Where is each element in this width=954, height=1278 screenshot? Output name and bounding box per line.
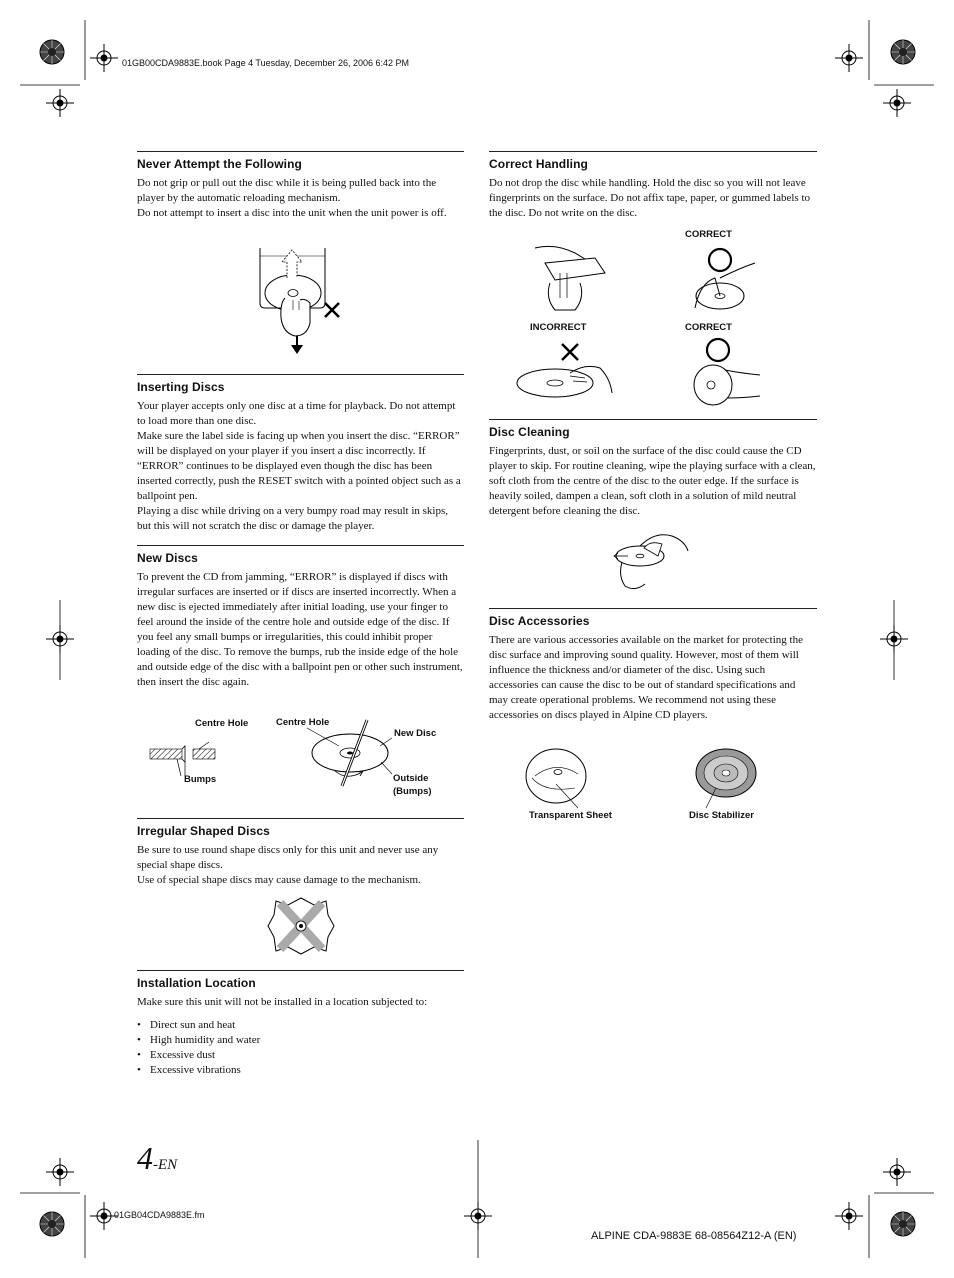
- label-centre-hole-1: Centre Hole: [195, 718, 249, 729]
- irregular-disc-figure: [266, 895, 336, 957]
- label-centre-hole-2: Centre Hole: [276, 717, 330, 728]
- section-title: Inserting Discs: [137, 380, 225, 394]
- label-transparent-sheet: Transparent Sheet: [529, 810, 612, 821]
- label-outside: Outside: [393, 773, 429, 784]
- page-number-suffix: -EN: [153, 1157, 178, 1173]
- section-title: Disc Accessories: [489, 614, 590, 628]
- section-irregular-discs: [137, 818, 464, 888]
- section-inserting-discs: [137, 374, 464, 534]
- paragraph: Be sure to use round shape discs only for this unit and never use any special shape discs.: [137, 844, 439, 871]
- label-correct-2: CORRECT: [685, 322, 732, 333]
- label-disc-stabilizer: Disc Stabilizer: [689, 810, 754, 821]
- section-title: Correct Handling: [489, 157, 588, 171]
- pull-disc-figure: [255, 248, 355, 358]
- section-disc-cleaning: [489, 419, 817, 519]
- label-outside-bumps: (Bumps): [393, 786, 432, 797]
- paragraph: Playing a disc while driving on a very bumpy road may result in skips, but this will not scratch the disc or damage the player.: [137, 505, 449, 532]
- section-title: Disc Cleaning: [489, 425, 570, 439]
- page-number: [137, 1140, 177, 1177]
- list-item: • Excessive dust: [137, 1048, 464, 1063]
- section-title: Installation Location: [137, 976, 256, 990]
- section-title: Irregular Shaped Discs: [137, 824, 270, 838]
- list-item: • High humidity and water: [137, 1033, 464, 1048]
- section-title: Never Attempt the Following: [137, 157, 302, 171]
- section-disc-accessories: [489, 608, 817, 723]
- list-item: • Direct sun and heat: [137, 1018, 464, 1033]
- label-incorrect: INCORRECT: [530, 322, 587, 333]
- section-never-attempt: [137, 151, 464, 221]
- paragraph: Do not drop the disc while handling. Hold the disc so you will not leave fingerprints on the surface. Do not affix tape, paper, or gummed labels to the disc. Do not write on the disc.: [489, 177, 811, 219]
- label-correct-1: CORRECT: [685, 229, 732, 240]
- book-info-line: 01GB00CDA9883E.book Page 4 Tuesday, December 26, 2006 6:42 PM: [122, 58, 410, 68]
- paragraph: Make sure this unit will not be installed in a location subjected to:: [137, 996, 428, 1008]
- paragraph: There are various accessories available on the market for protecting the disc surface and improving sound quality. However, most of them will influence the thickness and/or diameter of the disc. Using such accessories can cause the disc to be out of standard specifications and may create operational problems. We recommend not using these accessories on discs played in Alpine CD players.: [489, 634, 803, 721]
- section-title: New Discs: [137, 551, 198, 565]
- footer-model-code: ALPINE CDA-9883E 68-08564Z12-A (EN): [591, 1230, 797, 1242]
- paragraph: Fingerprints, dust, or soil on the surface of the disc could cause the CD player to skip. For routine cleaning, wipe the playing surface with a clean, soft cloth from the centre of the disc to the outer edge. If the surface is heavily soiled, dampen a clean, soft cloth in a solution of mild neutral detergent before cleaning the disc.: [489, 445, 816, 517]
- paragraph: Do not grip or pull out the disc while it is being pulled back into the player by the automatic reloading mechanism.: [137, 177, 437, 204]
- paragraph: Your player accepts only one disc at a time for playback. Do not attempt to load more than one disc.: [137, 400, 456, 427]
- list-item: • Excessive vibrations: [137, 1063, 464, 1078]
- label-new-disc: New Disc: [394, 728, 437, 739]
- section-new-discs: [137, 545, 464, 690]
- label-bumps: Bumps: [184, 774, 217, 785]
- footer-file-name: 01GB04CDA9883E.fm: [114, 1210, 205, 1220]
- accessories-figure: [520, 748, 780, 808]
- paragraph: Use of special shape discs may cause damage to the mechanism.: [137, 874, 421, 886]
- paragraph: Make sure the label side is facing up when you insert the disc. “ERROR” will be displayed on your player if you insert a disc incorrectly. If “ERROR” continues to be displayed even though the disc has been inserted correctly, push the RESET switch with a pointed object such as a ballpoint pen.: [137, 430, 461, 502]
- paragraph: To prevent the CD from jamming, “ERROR” is displayed if discs with irregular surfaces are inserted or if discs are inserted incorrectly. When a new disc is ejected immediately after initial loading, use your finger to feel around the inside of the centre hole and outside edge of the disc. If you feel any small bumps or irregularities, this could inhibit proper loading of the disc. To remove the bumps, rub the inside edge of the hole and outside edge of the disc with a ballpoint pen or other such instrument, then insert the disc again.: [137, 571, 463, 688]
- installation-list: [137, 1018, 464, 1078]
- section-correct-handling: [489, 151, 817, 221]
- cleaning-figure: [610, 526, 690, 594]
- page-number-digit: 4: [137, 1140, 153, 1176]
- section-installation-location: [137, 970, 464, 1078]
- paragraph: Do not attempt to insert a disc into the unit when the unit power is off.: [137, 207, 447, 219]
- handling-figure: [515, 228, 785, 403]
